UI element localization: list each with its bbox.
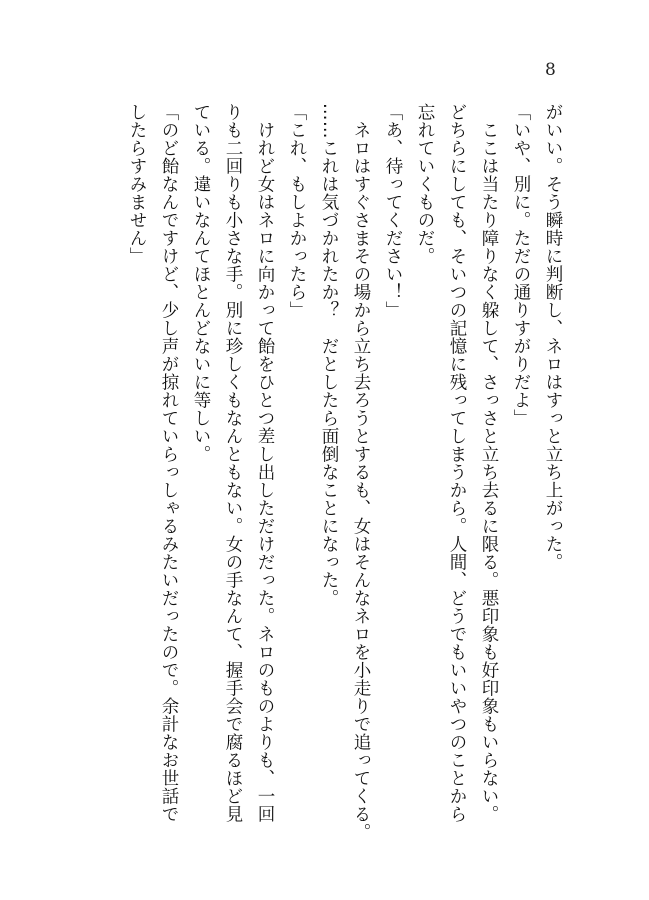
page-number: 8 bbox=[545, 60, 556, 80]
text-line: どちらにしても、そいつの記憶に残ってしまうから。人間、どうでもいいやつのことから bbox=[447, 103, 467, 823]
text-line: けれど女はネロに向かって飴をひとつ差し出しただけだった。ネロのものよりも、一回 bbox=[255, 103, 275, 823]
vertical-body-text bbox=[121, 103, 569, 863]
text-line: りも二回りも小さな手。別に珍しくもなんともない。女の手なんて、握手会で腐るほど見 bbox=[223, 103, 243, 823]
text-line: 忘れていくものだ。 bbox=[415, 103, 435, 265]
text-line: ネロはすぐさまその場から立ち去ろうとするも、女はそんなネロを小走りで追ってくる。 bbox=[351, 103, 371, 841]
text-line: 「のど飴なんですけど、少し声が掠れていらっしゃるみたいだったので。余計なお世話で bbox=[159, 103, 179, 823]
text-line: したらすみません」 bbox=[127, 103, 147, 265]
text-line: 「これ、もしよかったら」 bbox=[287, 103, 307, 319]
text-line: 「あ、待ってください！」 bbox=[383, 103, 403, 319]
text-line: ……これは気づかれたか？ だとしたら面倒なことになった。 bbox=[319, 103, 339, 607]
text-line: ている。違いなんてほとんどないに等しい。 bbox=[191, 103, 211, 463]
text-line: 「いや、別に。ただの通りすがりだよ」 bbox=[511, 103, 531, 427]
text-line: がいい。そう瞬時に判断し、ネロはすっと立ち上がった。 bbox=[543, 103, 563, 571]
text-line: ここは当たり障りなく躱して、さっさと立ち去るに限る。悪印象も好印象もいらない。 bbox=[479, 103, 499, 823]
